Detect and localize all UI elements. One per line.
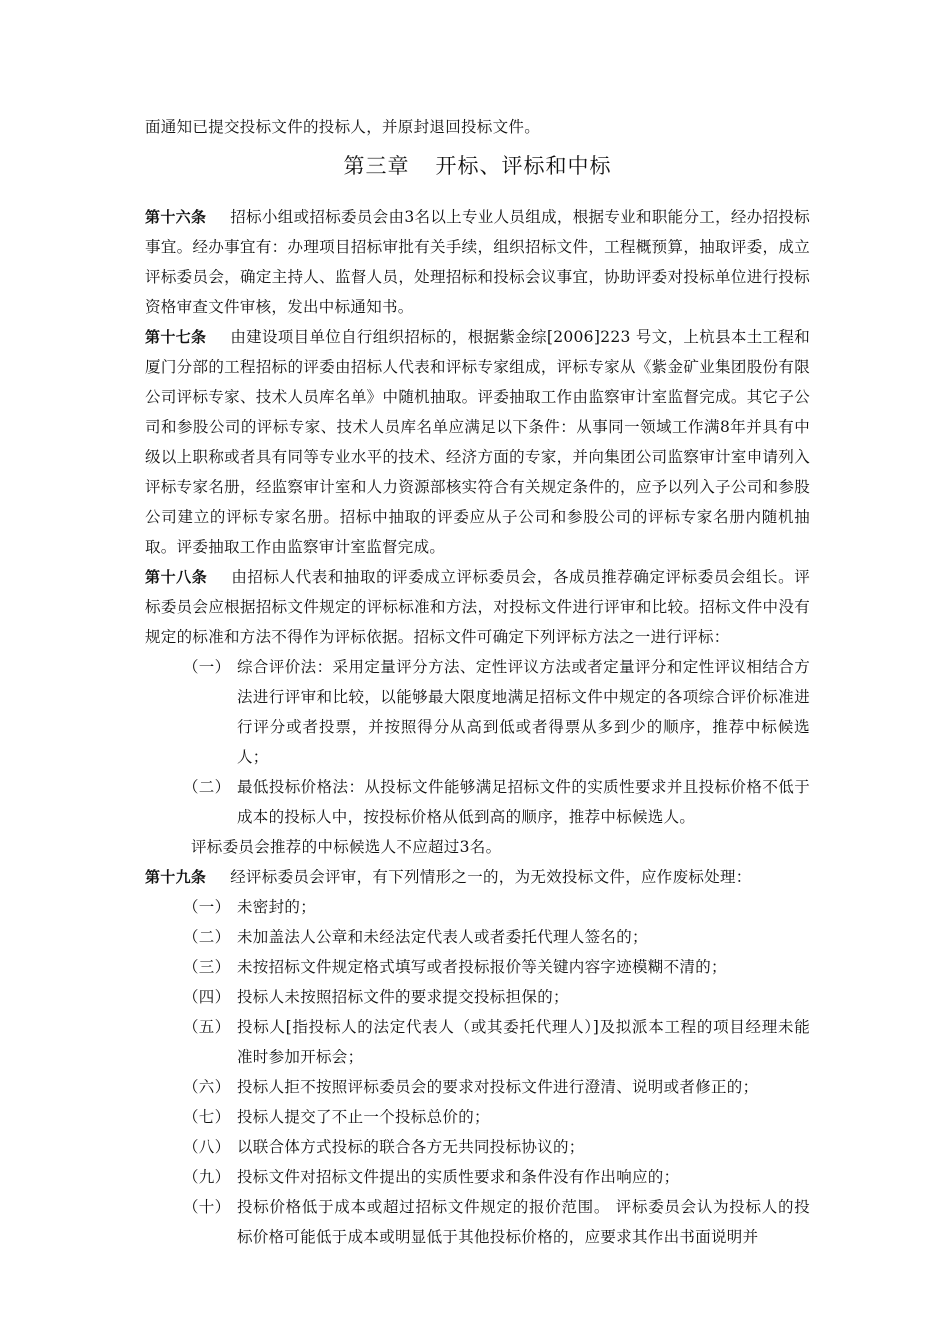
- list-item: [145, 1162, 810, 1192]
- chapter-number: 第三章: [343, 154, 410, 178]
- list-item: [145, 1132, 810, 1162]
- list-item: [145, 892, 810, 922]
- article-18: [145, 562, 810, 652]
- item-text: 未按招标文件规定格式填写或者投标报价等关键内容字迹模糊不清的；: [237, 958, 727, 976]
- article-text: 由招标人代表和抽取的评委成立评标委员会，各成员推荐确定评标委员会组长。评标委员会应根据招标文件规定的评标标准和方法，对投标文件进行评审和比较。招标文件中没有规定的标准和方法不得作为评标依据。招标文件可确定下列评标方法之一进行评标：: [145, 568, 810, 646]
- list-item: [145, 1072, 810, 1102]
- item-text: 未加盖法人公章和未经法定代表人或者委托代理人签名的；: [237, 928, 648, 946]
- article-label: 第十七条: [145, 328, 207, 346]
- article-label: 第十六条: [145, 208, 207, 226]
- article-17: [145, 322, 810, 562]
- chapter-title: 开标、评标和中标: [435, 154, 612, 178]
- item-number: （十）: [183, 1198, 231, 1216]
- list-item: [145, 982, 810, 1012]
- item-text: 未密封的；: [237, 898, 317, 916]
- item-number: （八）: [183, 1138, 231, 1156]
- item-number: （四）: [183, 988, 231, 1006]
- list-item: [145, 652, 810, 772]
- chapter-heading: [145, 146, 810, 186]
- list-item: [145, 922, 810, 952]
- article-16: [145, 202, 810, 322]
- article-19-items: [145, 892, 810, 1252]
- list-item: [145, 1012, 810, 1072]
- article-19: [145, 862, 810, 892]
- document-page: [145, 112, 810, 1252]
- item-number: （七）: [183, 1108, 231, 1126]
- item-text: 最低投标价格法：从投标文件能够满足招标文件的实质性要求并且投标价格不低于成本的投标人中，按投标价格从低到高的顺序，推荐中标候选人。: [237, 778, 810, 826]
- item-number: （九）: [183, 1168, 231, 1186]
- list-item: [145, 1192, 810, 1252]
- article-label: 第十九条: [145, 868, 207, 886]
- item-text: 投标人未按照招标文件的要求提交投标担保的；: [237, 988, 569, 1006]
- item-text: 投标人拒不按照评标委员会的要求对投标文件进行澄清、说明或者修正的；: [237, 1078, 759, 1096]
- article-text: 经评标委员会评审，有下列情形之一的，为无效投标文件，应作废标处理：: [230, 868, 752, 886]
- item-text: 以联合体方式投标的联合各方无共同投标协议的；: [237, 1138, 585, 1156]
- intro-line: 面通知已提交投标文件的投标人，并原封退回投标文件。: [145, 118, 541, 136]
- item-number: （二）: [183, 928, 231, 946]
- article-label: 第十八条: [145, 568, 208, 586]
- list-item: [145, 952, 810, 982]
- item-number: （五）: [183, 1018, 231, 1036]
- item-number: （二）: [183, 778, 231, 796]
- item-number: （六）: [183, 1078, 231, 1096]
- article-18-items: [145, 652, 810, 832]
- list-item: [145, 1102, 810, 1132]
- item-text: 综合评价法：采用定量评分方法、定性评议方法或者定量评分和定性评议相结合方法进行评审和比较，以能够最大限度地满足招标文件中规定的各项综合评价标准进行评分或者投票，并按照得分从高到低或者得票从多到少的顺序，推荐中标候选人；: [237, 658, 810, 766]
- article-18-note: 评标委员会推荐的中标候选人不应超过3名。: [191, 838, 502, 856]
- article-text: 招标小组或招标委员会由3名以上专业人员组成，根据专业和职能分工，经办招投标事宜。经办事宜有：办理项目招标审批有关手续，组织招标文件，工程概预算，抽取评委，成立评标委员会，确定主持人、监督人员，处理招标和投标会议事宜，协助评委对投标单位进行投标资格审查文件审核，发出中标通知书。: [145, 208, 811, 316]
- article-text: 由建设项目单位自行组织招标的，根据紫金综[2006]223 号文，上杭县本土工程和厦门分部的工程招标的评委由招标人代表和评标专家组成，评标专家从《紫金矿业集团股份有限公司评标专家、技术人员库名单》中随机抽取。评委抽取工作由监察审计室监督完成。其它子公司和参股公司的评标专家、技术人员库名单应满足以下条件：从事同一领域工作满8年并具有中级以上职称或者具有同等专业水平的技术、经济方面的专家，并向集团公司监察审计室申请列入评标专家名册，经监察审计室和人力资源部核实符合有关规定条件的，应予以列入子公司和参股公司建立的评标专家名册。招标中抽取的评委应从子公司和参股公司的评标专家名册内随机抽取。评委抽取工作由监察审计室监督完成。: [145, 328, 810, 556]
- item-number: （一）: [183, 898, 231, 916]
- item-text: 投标人[指投标人的法定代表人（或其委托代理人）]及拟派本工程的项目经理未能准时参加开标会；: [237, 1018, 810, 1066]
- item-number: （三）: [183, 958, 231, 976]
- item-text: 投标价格低于成本或超过招标文件规定的报价范围。 评标委员会认为投标人的投标价格可能低于成本或明显低于其他投标价格的，应要求其作出书面说明并: [237, 1198, 810, 1246]
- item-number: （一）: [183, 658, 231, 676]
- item-text: 投标人提交了不止一个投标总价的；: [237, 1108, 490, 1126]
- item-text: 投标文件对招标文件提出的实质性要求和条件没有作出响应的；: [237, 1168, 680, 1186]
- list-item: [145, 772, 810, 832]
